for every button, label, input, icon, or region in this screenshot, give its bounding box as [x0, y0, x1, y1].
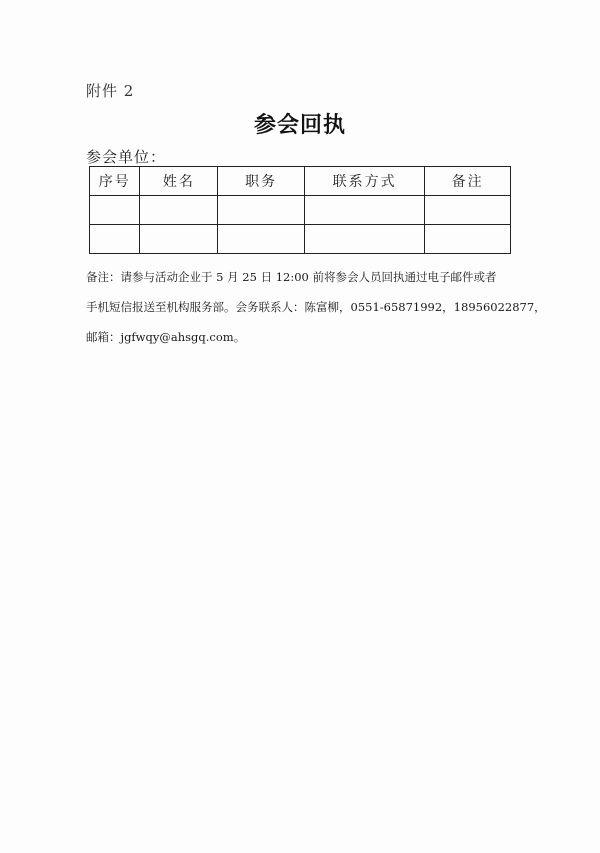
note-line: 手机短信报送至机构服务部。会务联系人：陈富柳，0551-65871992，18956022877，	[86, 300, 546, 314]
attachment-label: 附件 2	[86, 82, 135, 100]
page-title: 参会回执	[253, 112, 346, 138]
table-row	[90, 225, 511, 254]
note-line: 邮箱：jgfwqy@ahsgq.com。	[86, 330, 246, 344]
header-contact: 联系方式	[305, 167, 425, 196]
table-cell	[218, 196, 305, 225]
table-cell	[140, 225, 218, 254]
table-cell	[90, 225, 140, 254]
table-cell	[305, 196, 425, 225]
unit-label: 参会单位：	[86, 148, 167, 166]
header-position: 职务	[218, 167, 305, 196]
table-cell	[218, 225, 305, 254]
table-cell	[425, 196, 511, 225]
table-cell	[140, 196, 218, 225]
reply-table	[89, 166, 511, 254]
table-cell	[305, 225, 425, 254]
note-line: 备注：请参与活动企业于 5 月 25 日 12:00 前将参会人员回执通过电子邮件或者	[86, 270, 497, 284]
header-remarks: 备注	[425, 167, 511, 196]
table-cell	[425, 225, 511, 254]
table-row	[90, 196, 511, 225]
note-block	[86, 262, 546, 352]
table-cell	[90, 196, 140, 225]
header-index: 序号	[90, 167, 140, 196]
table-header-row	[90, 167, 511, 196]
header-name: 姓名	[140, 167, 218, 196]
